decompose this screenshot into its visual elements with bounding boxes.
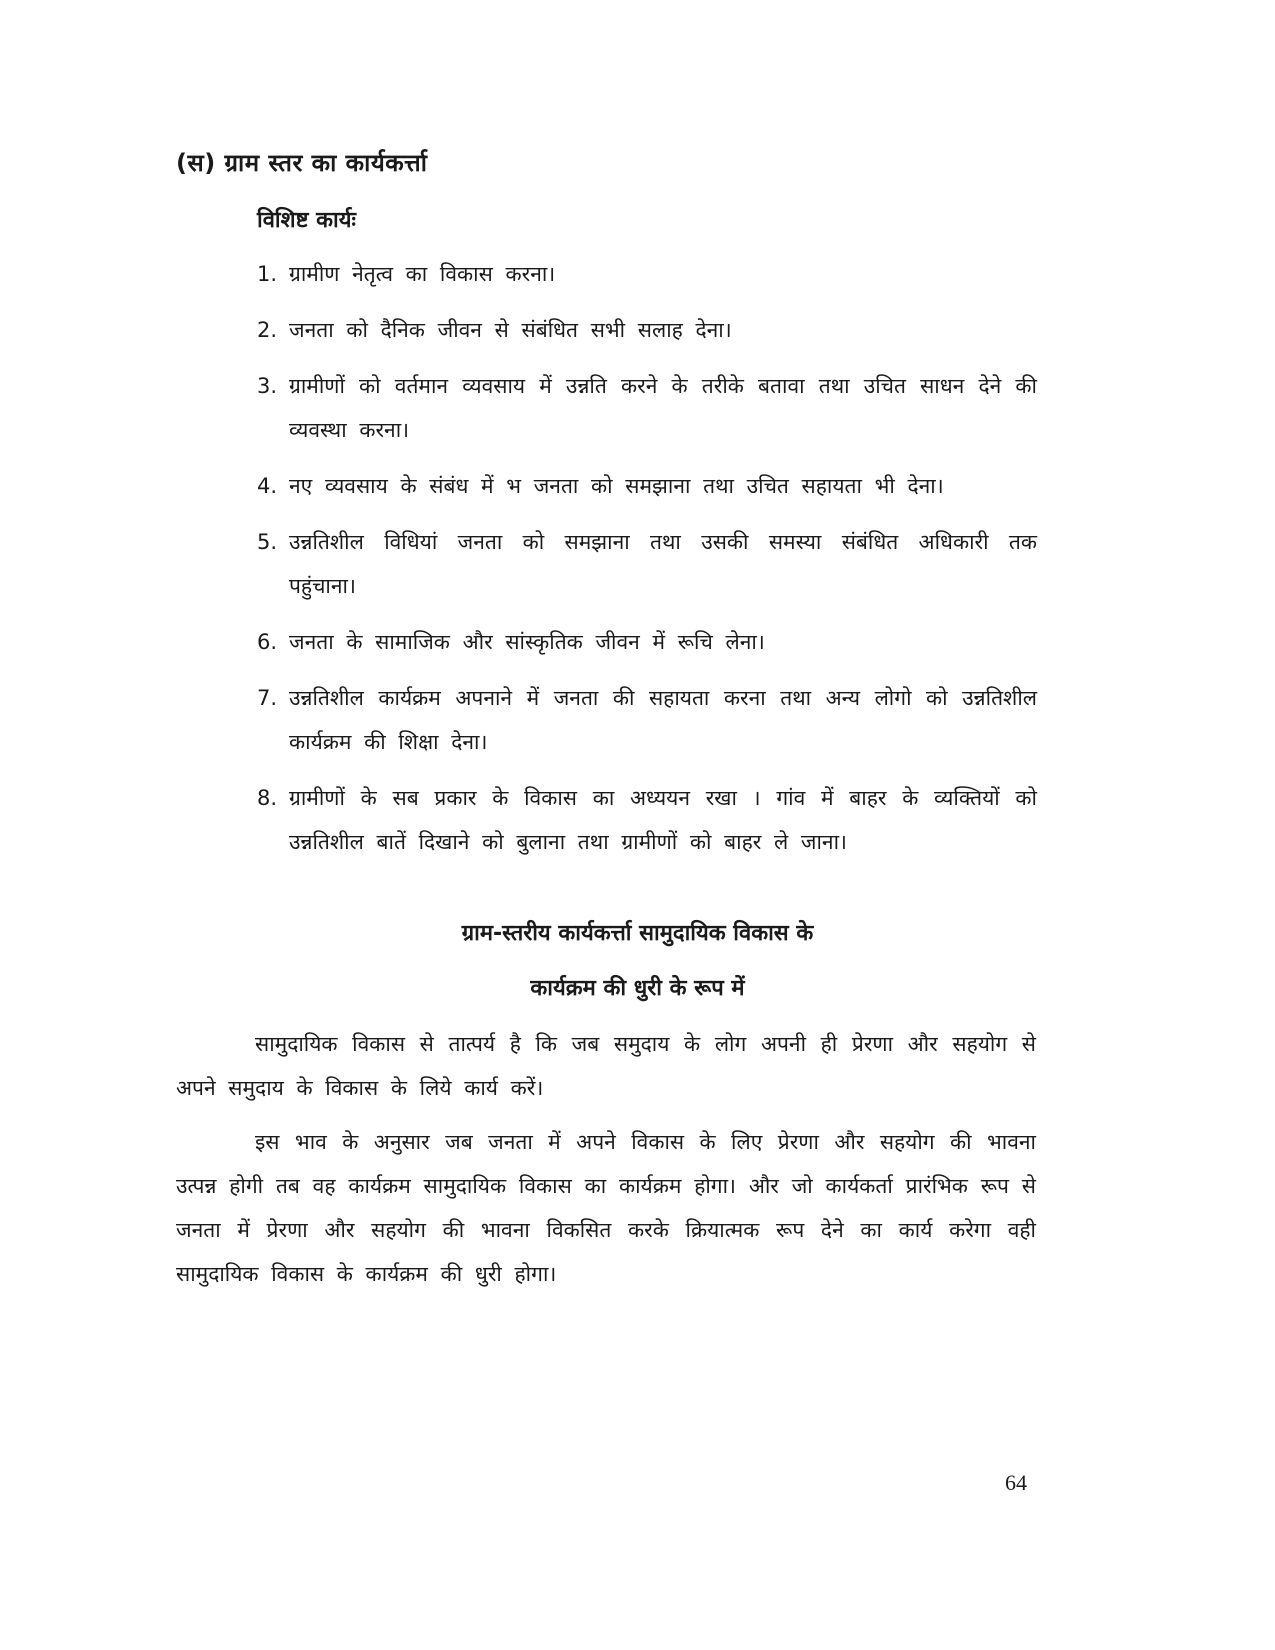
list-item-number: 8. bbox=[257, 786, 278, 810]
list-item-number: 7. bbox=[257, 686, 278, 710]
center-heading-line-2: कार्यक्रम की धुरी के रूप में bbox=[530, 976, 745, 1001]
list-item bbox=[257, 252, 1037, 296]
list-item-number: 3. bbox=[257, 374, 278, 398]
list-item bbox=[257, 520, 1037, 608]
list-item bbox=[257, 308, 1037, 352]
section-heading: (स) ग्राम स्तर का कार्यकर्त्ता bbox=[176, 149, 428, 177]
list-item bbox=[257, 364, 1037, 452]
list-item-number: 5. bbox=[257, 530, 278, 554]
list-item bbox=[257, 676, 1037, 764]
duties-list bbox=[257, 252, 1037, 876]
sub-heading: विशिष्ट कार्यः bbox=[257, 208, 356, 233]
list-item-text: उन्नतिशील विधियां जनता को समझाना तथा उसकी समस्या संबंधित अधिकारी तक पहुंचाना। bbox=[289, 530, 1037, 598]
list-item-text: ग्रामीणों को वर्तमान व्यवसाय में उन्नति करने के तरीके बतावा तथा उचित साधन देने की व्यवस्था करना। bbox=[289, 374, 1037, 442]
list-item-number: 2. bbox=[257, 318, 278, 342]
list-item-text: उन्नतिशील कार्यक्रम अपनाने में जनता की सहायता करना तथा अन्य लोगो को उन्नतिशील कार्यक्रम की शिक्षा देना। bbox=[289, 686, 1037, 754]
list-item bbox=[257, 464, 1037, 508]
list-item-number: 4. bbox=[257, 474, 278, 498]
list-item-number: 1. bbox=[257, 262, 278, 286]
paragraph-2: इस भाव के अनुसार जब जनता में अपने विकास के लिए प्रेरणा और सहयोग की भावना उत्पन्न होगी तब वह कार्यक्रम सामुदायिक विकास का कार्यक्रम होगा। और जो कार्यकर्ता प्रारंभिक रूप से जनता में प्रेरणा और सहयोग की भावना विकसित करके क्रियात्मक रूप देने का कार्य करेगा वही सामुदायिक विकास के कार्यक्रम की धुरी होगा। bbox=[176, 1130, 1036, 1286]
list-item bbox=[257, 776, 1037, 864]
center-heading-line-1: ग्राम-स्तरीय कार्यकर्त्ता सामुदायिक विकास के bbox=[461, 921, 814, 946]
list-item-text: ग्रामीणों के सब प्रकार के विकास का अध्ययन रखा । गांव में बाहर के व्यक्तियों को उन्नतिशील बातें दिखाने को बुलाना तथा ग्रामीणों को बाहर ले जाना। bbox=[289, 786, 1037, 854]
list-item-number: 6. bbox=[257, 630, 278, 654]
list-item-text: जनता के सामाजिक और सांस्कृतिक जीवन में रूचि लेना। bbox=[289, 630, 765, 654]
list-item-text: जनता को दैनिक जीवन से संबंधित सभी सलाह देना। bbox=[289, 318, 732, 342]
paragraph-1: सामुदायिक विकास से तात्पर्य है कि जब समुदाय के लोग अपनी ही प्रेरणा और सहयोग से अपने समुदाय के विकास के लिये कार्य करें। bbox=[176, 1032, 1036, 1100]
list-item-text: ग्रामीण नेतृत्व का विकास करना। bbox=[289, 262, 556, 286]
list-item bbox=[257, 620, 1037, 664]
list-item-text: नए व्यवसाय के संबंध में भ जनता को समझाना तथा उचित सहायता भी देना। bbox=[289, 474, 944, 498]
page-number: 64 bbox=[1005, 1470, 1027, 1495]
